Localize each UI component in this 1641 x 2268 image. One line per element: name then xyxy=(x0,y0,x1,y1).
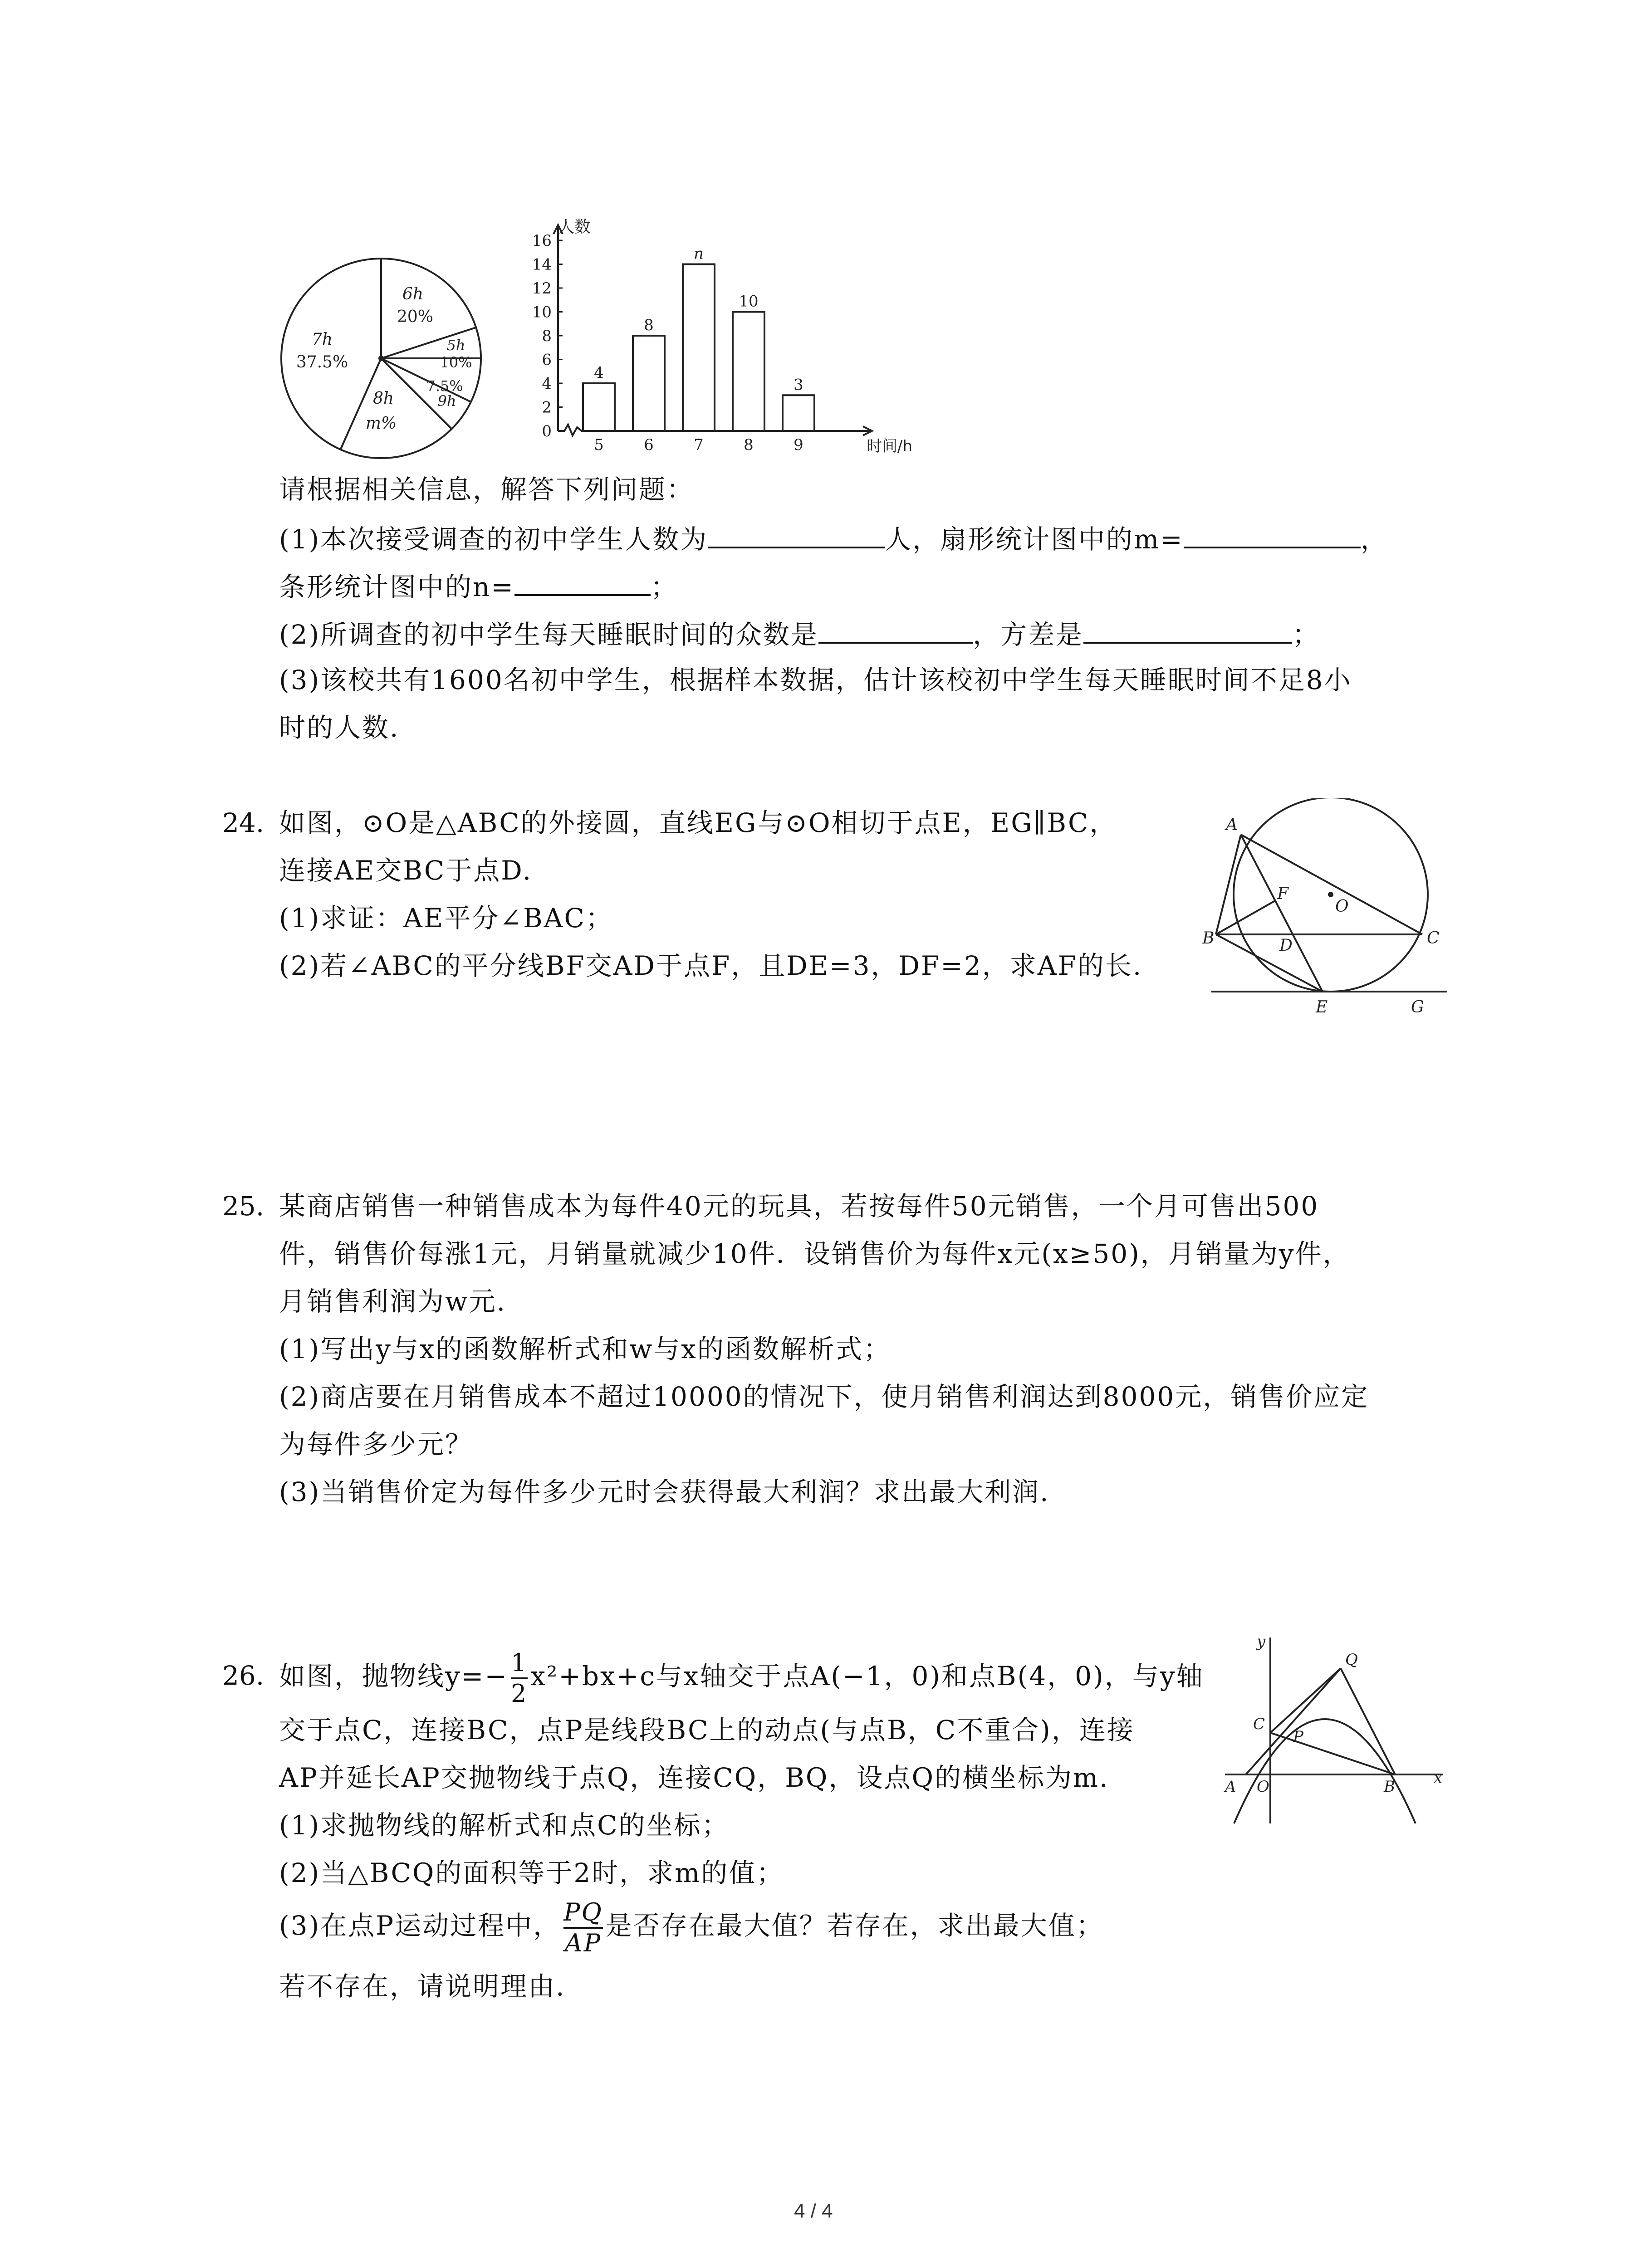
bar-data-label: n xyxy=(694,244,704,263)
answer-blank-mode[interactable] xyxy=(818,615,973,644)
pie-label-6h: 6h xyxy=(402,285,424,303)
q25-number: 25. xyxy=(222,1191,265,1222)
y-axis-label: 人数 xyxy=(558,218,591,236)
answer-blank-count[interactable] xyxy=(708,519,885,548)
label-D: D xyxy=(1279,936,1293,955)
q26-line7: 若不存在，请说明理由. xyxy=(279,1971,566,2002)
label-F: F xyxy=(1277,885,1288,903)
fraction-one-half: $\frac{1}{2}$ xyxy=(510,1648,528,1708)
label-x: x xyxy=(1434,1769,1443,1787)
q23-intro: 请根据相关信息，解答下列问题： xyxy=(279,474,695,505)
label-A: A xyxy=(1226,816,1238,834)
pie-label-9h: 9h xyxy=(437,392,456,410)
y-tick-label: 4 xyxy=(542,375,552,393)
bar-6h xyxy=(633,336,665,431)
pie-chart xyxy=(277,254,485,463)
answer-blank-n[interactable] xyxy=(514,567,651,596)
bar-data-label: 3 xyxy=(794,376,803,394)
y-tick-label: 0 xyxy=(542,422,552,440)
label-C2: C xyxy=(1253,1715,1265,1733)
q25-line2: 件，销售价每涨1元，月销量就减少10件．设销售价为每件x元(x≥50)，月销量为y件， xyxy=(279,1238,1351,1269)
pie-label-8h: 8h xyxy=(372,389,394,408)
q25-line6: 为每件多少元？ xyxy=(279,1429,473,1460)
pie-label-7h: 7h xyxy=(311,330,333,349)
q23-part3: (3)该校共有1600名初中学生，根据样本数据，估计该校初中学生每天睡眠时间不足8小 xyxy=(279,665,1352,695)
label-O: O xyxy=(1335,897,1349,916)
label-G: G xyxy=(1411,998,1424,1017)
label-Q: Q xyxy=(1345,1651,1358,1669)
answer-blank-variance[interactable] xyxy=(1083,615,1292,644)
label-A2: A xyxy=(1225,1778,1236,1796)
answer-blank-m[interactable] xyxy=(1184,519,1361,548)
label-y: y xyxy=(1257,1633,1266,1651)
x-tick-label: 8 xyxy=(744,436,754,454)
fraction-pq-ap: $\frac{PQ}{AP}$ xyxy=(563,1897,603,1957)
q26-number: 26. xyxy=(222,1660,265,1691)
bar-data-label: 8 xyxy=(644,316,654,334)
q26-line1: 如图，抛物线y=− $\frac{1}{2}$ x²+bx+c与x轴交于点A(−1，0)和点B(4，0)，与y轴 xyxy=(279,1648,1204,1708)
q23-part1: (1)本次接受调查的初中学生人数为 人，扇形统计图中的m= ， xyxy=(279,519,1388,557)
q26-line2: 交于点C，连接BC，点P是线段BC上的动点(与点B，C不重合)，连接 xyxy=(279,1715,1135,1745)
label-C: C xyxy=(1427,929,1440,948)
label-P: P xyxy=(1293,1728,1303,1746)
bar-9h xyxy=(783,395,814,431)
y-tick-label: 10 xyxy=(532,303,552,322)
q25-line7: (3)当销售价定为每件多少元时会获得最大利润？求出最大利润. xyxy=(279,1476,1050,1507)
label-B2: B xyxy=(1384,1778,1395,1796)
q24-number: 24. xyxy=(222,807,265,838)
bar-8h xyxy=(733,312,764,431)
q23-part3-cont: 时的人数. xyxy=(279,712,400,743)
page-number: 4 / 4 xyxy=(794,2200,833,2222)
q24-line3: (1)求证：AE平分∠BAC； xyxy=(279,903,613,934)
label-B: B xyxy=(1202,929,1215,948)
q24-line1: 如图，⊙O是△ABC的外接圆，直线EG与⊙O相切于点E，EG∥BC， xyxy=(279,807,1117,838)
x-tick-label: 7 xyxy=(694,436,704,454)
bar-data-label: 4 xyxy=(594,364,604,382)
y-tick-label: 2 xyxy=(542,398,552,417)
x-tick-label: 5 xyxy=(594,436,604,454)
pie-label-5h: 5h xyxy=(446,337,465,354)
q24-geometry-figure xyxy=(1202,798,1456,1025)
y-tick-label: 16 xyxy=(532,232,552,250)
q26-line3: AP并延长AP交抛物线于点Q，连接CQ，BQ，设点Q的横坐标为m. xyxy=(279,1762,1109,1793)
pie-value-7h: 37.5% xyxy=(296,353,348,371)
q26-line5: (2)当△BCQ的面积等于2时，求m的值； xyxy=(279,1857,784,1888)
x-axis-label: 时间/h xyxy=(867,437,913,455)
x-tick-label: 6 xyxy=(644,436,654,454)
q26-parabola-figure xyxy=(1220,1633,1456,1828)
q26-line4: (1)求抛物线的解析式和点C的坐标； xyxy=(279,1810,730,1841)
y-tick-label: 8 xyxy=(542,327,552,345)
y-tick-label: 6 xyxy=(542,351,552,369)
y-tick-label: 14 xyxy=(532,255,552,274)
q25-line3: 月销售利润为w元. xyxy=(279,1286,507,1317)
pie-value-6h: 20% xyxy=(397,308,434,326)
q25-line1: 某商店销售一种销售成本为每件40元的玩具，若按每件50元销售，一个月可售出500 xyxy=(279,1191,1319,1222)
q26-line6: (3)在点P运动过程中， $\frac{PQ}{AP}$ 是否存在最大值？若存在，求出最大值； xyxy=(279,1897,1104,1957)
bar-data-label: 10 xyxy=(739,292,759,311)
pie-value-9h: 7.5% xyxy=(426,377,463,395)
q24-line2: 连接AE交BC于点D. xyxy=(279,855,533,886)
q24-line4: (2)若∠ABC的平分线BF交AD于点F，且DE=3，DF=2，求AF的长. xyxy=(279,950,1143,981)
bar-7h xyxy=(683,264,715,431)
bar-5h xyxy=(583,383,615,431)
q25-line5: (2)商店要在月销售成本不超过10000的情况下，使月销售利润达到8000元，销售价应定 xyxy=(279,1381,1369,1412)
bar-chart xyxy=(522,213,939,467)
q23-part1-cont: 条形统计图中的n= ； xyxy=(279,567,678,605)
label-E: E xyxy=(1316,998,1328,1017)
q23-part2: (2)所调查的初中学生每天睡眠时间的众数是 ，方差是 ； xyxy=(279,615,1320,652)
pie-value-5h: 10% xyxy=(440,354,472,371)
pie-value-8h: m% xyxy=(365,414,397,433)
y-tick-label: 12 xyxy=(532,279,552,298)
label-O2: O xyxy=(1257,1778,1269,1796)
q25-line4: (1)写出y与x的函数解析式和w与x的函数解析式； xyxy=(279,1334,891,1364)
x-tick-label: 9 xyxy=(794,436,803,454)
